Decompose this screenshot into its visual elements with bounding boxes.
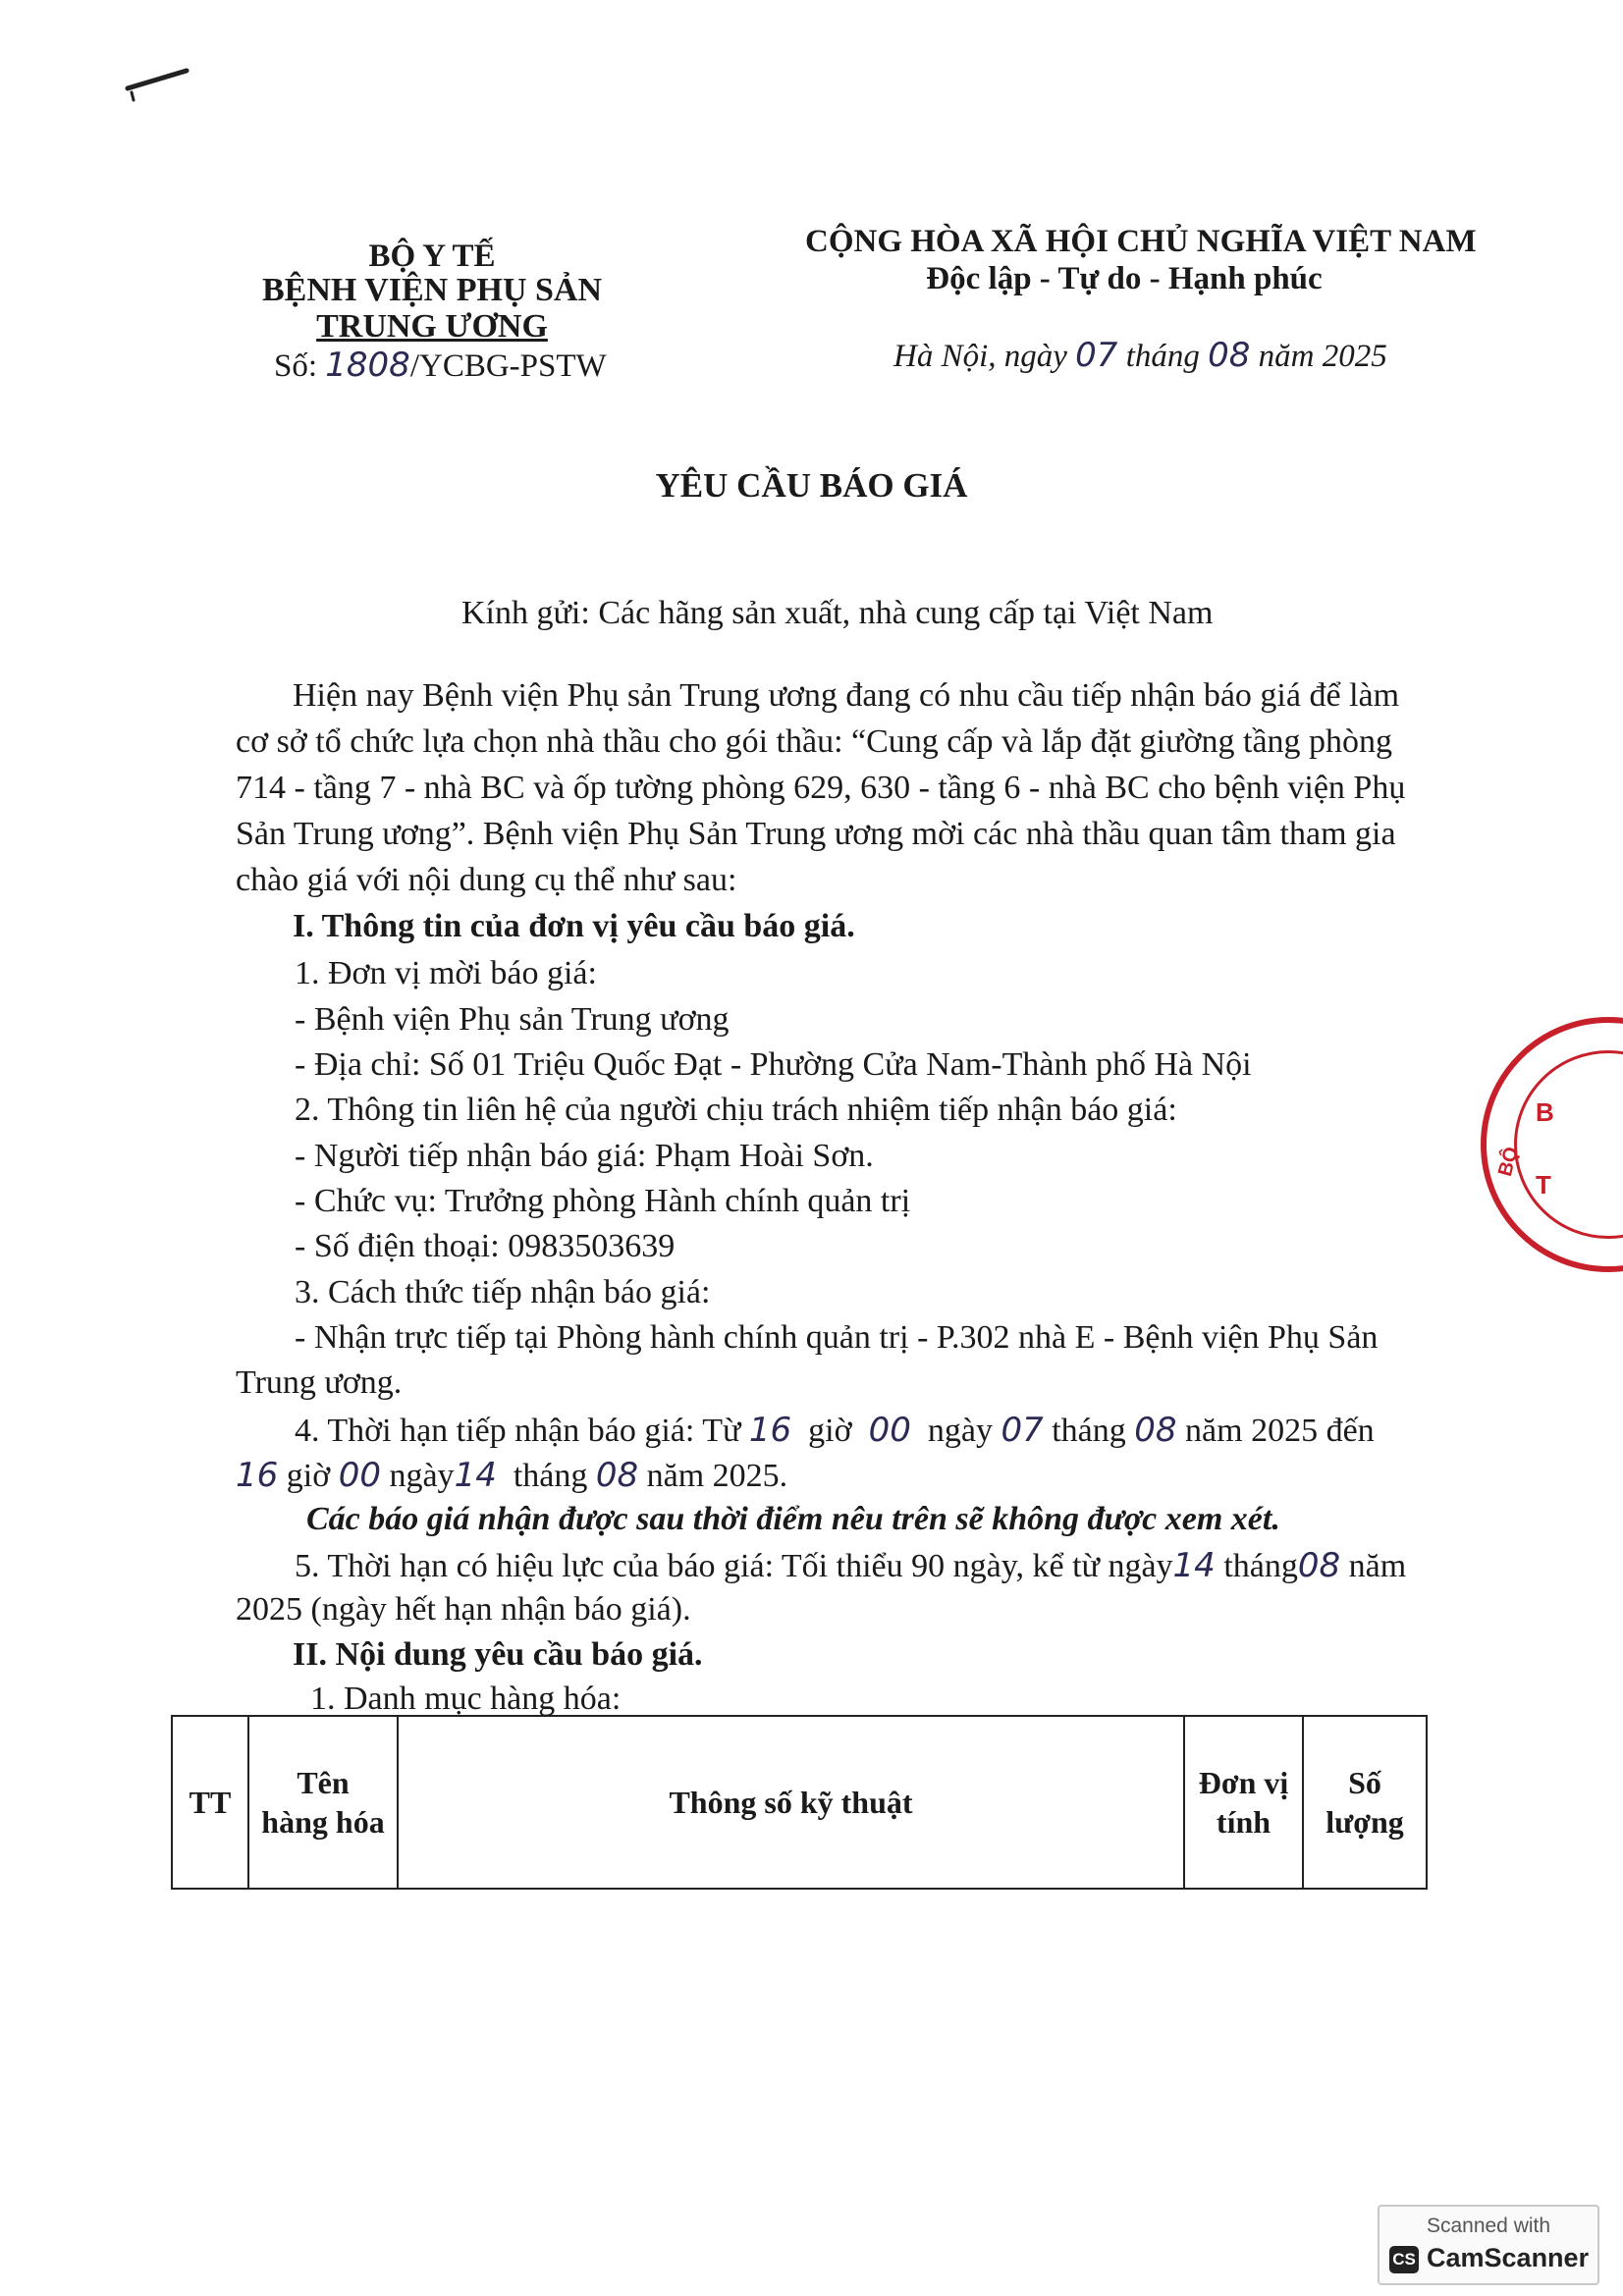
item5-text-a: 5. Thời hạn có hiệu lực của báo giá: Tối thiểu 90 ngày, kể từ ngày — [295, 1548, 1173, 1584]
issue-date-place: Hà Nội, ngày — [893, 339, 1067, 374]
item4-end-month: 08 — [595, 1456, 639, 1495]
item5-text-c: năm — [1348, 1548, 1407, 1584]
item4-text-h: tháng — [513, 1458, 588, 1494]
section-2-item-1: 1. Danh mục hàng hóa: — [310, 1681, 622, 1717]
item4-text-d: tháng — [1052, 1413, 1126, 1449]
section-1-heading: I. Thông tin của đơn vị yêu cầu báo giá. — [293, 908, 855, 944]
section-1-item-2: 2. Thông tin liên hệ của người chịu trách nhiệm tiếp nhận báo giá: — [295, 1092, 1177, 1128]
item5-month: 08 — [1297, 1546, 1341, 1585]
unit-address: - Địa chỉ: Số 01 Triệu Quốc Đạt - Phường Cửa Nam-Thành phố Hà Nội — [295, 1046, 1252, 1083]
item4-start-day: 07 — [1001, 1411, 1044, 1450]
header-goods-name-line1: Tên — [297, 1765, 350, 1800]
pen-mark — [118, 59, 206, 108]
header-unit — [1184, 1716, 1303, 1889]
header-unit-line2: tính — [1216, 1804, 1271, 1840]
receiver-name: - Người tiếp nhận báo giá: Phạm Hoài Sơn. — [295, 1138, 874, 1174]
seal-text-b: B — [1536, 1097, 1554, 1127]
document-title: YÊU CẦU BÁO GIÁ — [655, 466, 968, 505]
camscanner-name: CamScanner — [1427, 2243, 1590, 2272]
seal-text-t: T — [1536, 1170, 1551, 1200]
seal-text-bo: BỘ — [1494, 1145, 1524, 1179]
item4-text-i: năm 2025. — [646, 1458, 788, 1494]
goods-table — [171, 1715, 1428, 1890]
section-1-item-1: 1. Đơn vị mời báo giá: — [295, 955, 597, 991]
header-goods-name-line2: hàng hóa — [261, 1804, 385, 1840]
deadline-notice: Các báo giá nhận được sau thời điểm nêu trên sẽ không được xem xét. — [306, 1501, 1280, 1537]
method-line-2: Trung ương. — [236, 1364, 403, 1401]
camscanner-logo-icon: CS — [1389, 2246, 1419, 2273]
item4-text-c: ngày — [927, 1413, 993, 1449]
section-1-item-3: 3. Cách thức tiếp nhận báo giá: — [295, 1274, 711, 1310]
header-quantity-line2: lượng — [1325, 1804, 1404, 1840]
item4-text-g: ngày — [389, 1458, 455, 1494]
intro-line-3: 714 - tầng 7 - nhà BC và ốp tường phòng 629, 630 - tầng 6 - nhà BC cho bệnh viện Phụ — [236, 770, 1406, 806]
item4-end-day: 14 — [454, 1456, 497, 1495]
document-number-prefix: Số: — [274, 348, 318, 384]
section-1-item-4-line-1 — [295, 1411, 1375, 1450]
issue-date-day: 07 — [1075, 336, 1118, 375]
hospital-name-line2: TRUNG ƯƠNG — [316, 308, 548, 345]
camscanner-badge — [1378, 2205, 1599, 2285]
header-quantity-line1: Số — [1348, 1765, 1381, 1800]
item4-start-hour: 16 — [748, 1411, 792, 1450]
header-quantity — [1303, 1716, 1427, 1889]
header-unit-line1: Đơn vị — [1198, 1765, 1289, 1800]
issue-date-year: năm 2025 — [1258, 339, 1387, 374]
issue-date-month: 08 — [1208, 336, 1251, 375]
item4-end-minute: 00 — [338, 1456, 381, 1495]
red-seal-stamp — [1481, 1017, 1623, 1272]
goods-table-header-row — [172, 1716, 1427, 1889]
header-tt: TT — [172, 1716, 248, 1889]
item5-text-b: tháng — [1223, 1548, 1298, 1584]
receiver-phone: - Số điện thoại: 0983503639 — [295, 1228, 676, 1264]
section-1-item-4-line-2 — [236, 1456, 787, 1495]
document-number-suffix: /YCBG-PSTW — [409, 348, 607, 384]
ministry-name: BỘ Y TẾ — [368, 239, 496, 274]
intro-line-4: Sản Trung ương”. Bệnh viện Phụ Sản Trung ương mời các nhà thầu quan tâm tham gia — [236, 816, 1396, 852]
intro-line-5: chào giá với nội dung cụ thể như sau: — [236, 862, 737, 898]
intro-line-1: Hiện nay Bệnh viện Phụ sản Trung ương đang có nhu cầu tiếp nhận báo giá để làm — [293, 677, 1400, 714]
issue-date-month-label: tháng — [1125, 339, 1200, 374]
item4-text-f: giờ — [286, 1458, 331, 1494]
item4-text-a: 4. Thời hạn tiếp nhận báo giá: Từ — [295, 1413, 741, 1449]
item4-end-hour: 16 — [236, 1456, 279, 1495]
section-1-item-5-line-2: 2025 (ngày hết hạn nhận báo giá). — [236, 1591, 691, 1628]
camscanner-badge-caption: Scanned with — [1426, 2215, 1551, 2237]
item5-day: 14 — [1172, 1546, 1216, 1585]
national-motto: Độc lập - Tự do - Hạnh phúc — [926, 261, 1323, 296]
red-seal-inner-ring — [1514, 1050, 1623, 1239]
unit-name: - Bệnh viện Phụ sản Trung ương — [295, 1001, 730, 1038]
document-number-handwritten: 1808 — [325, 346, 410, 385]
intro-line-2: cơ sở tổ chức lựa chọn nhà thầu cho gói thầu: “Cung cấp và lắp đặt giường tầng phòng — [236, 723, 1393, 760]
item4-text-e: năm 2025 đến — [1185, 1413, 1375, 1449]
item4-text-b: giờ — [808, 1413, 852, 1449]
recipient-line: Kính gửi: Các hãng sản xuất, nhà cung cấp tại Việt Nam — [461, 595, 1214, 631]
receiver-position: - Chức vụ: Trưởng phòng Hành chính quản trị — [295, 1183, 911, 1219]
document-number — [274, 346, 607, 385]
section-2-heading: II. Nội dung yêu cầu báo giá. — [293, 1636, 703, 1673]
section-1-item-5-line-1 — [295, 1546, 1406, 1585]
method-line-1: - Nhận trực tiếp tại Phòng hành chính quản trị - P.302 nhà E - Bệnh viện Phụ Sản — [295, 1319, 1379, 1356]
republic-name: CỘNG HÒA XÃ HỘI CHỦ NGHĨA VIỆT NAM — [805, 224, 1477, 259]
item4-start-month: 08 — [1134, 1411, 1177, 1450]
header-goods-name — [248, 1716, 398, 1889]
item4-start-minute: 00 — [868, 1411, 911, 1450]
hospital-name-line1: BỆNH VIỆN PHỤ SẢN — [261, 272, 603, 308]
header-specification: Thông số kỹ thuật — [398, 1716, 1184, 1889]
issue-date — [893, 336, 1387, 375]
